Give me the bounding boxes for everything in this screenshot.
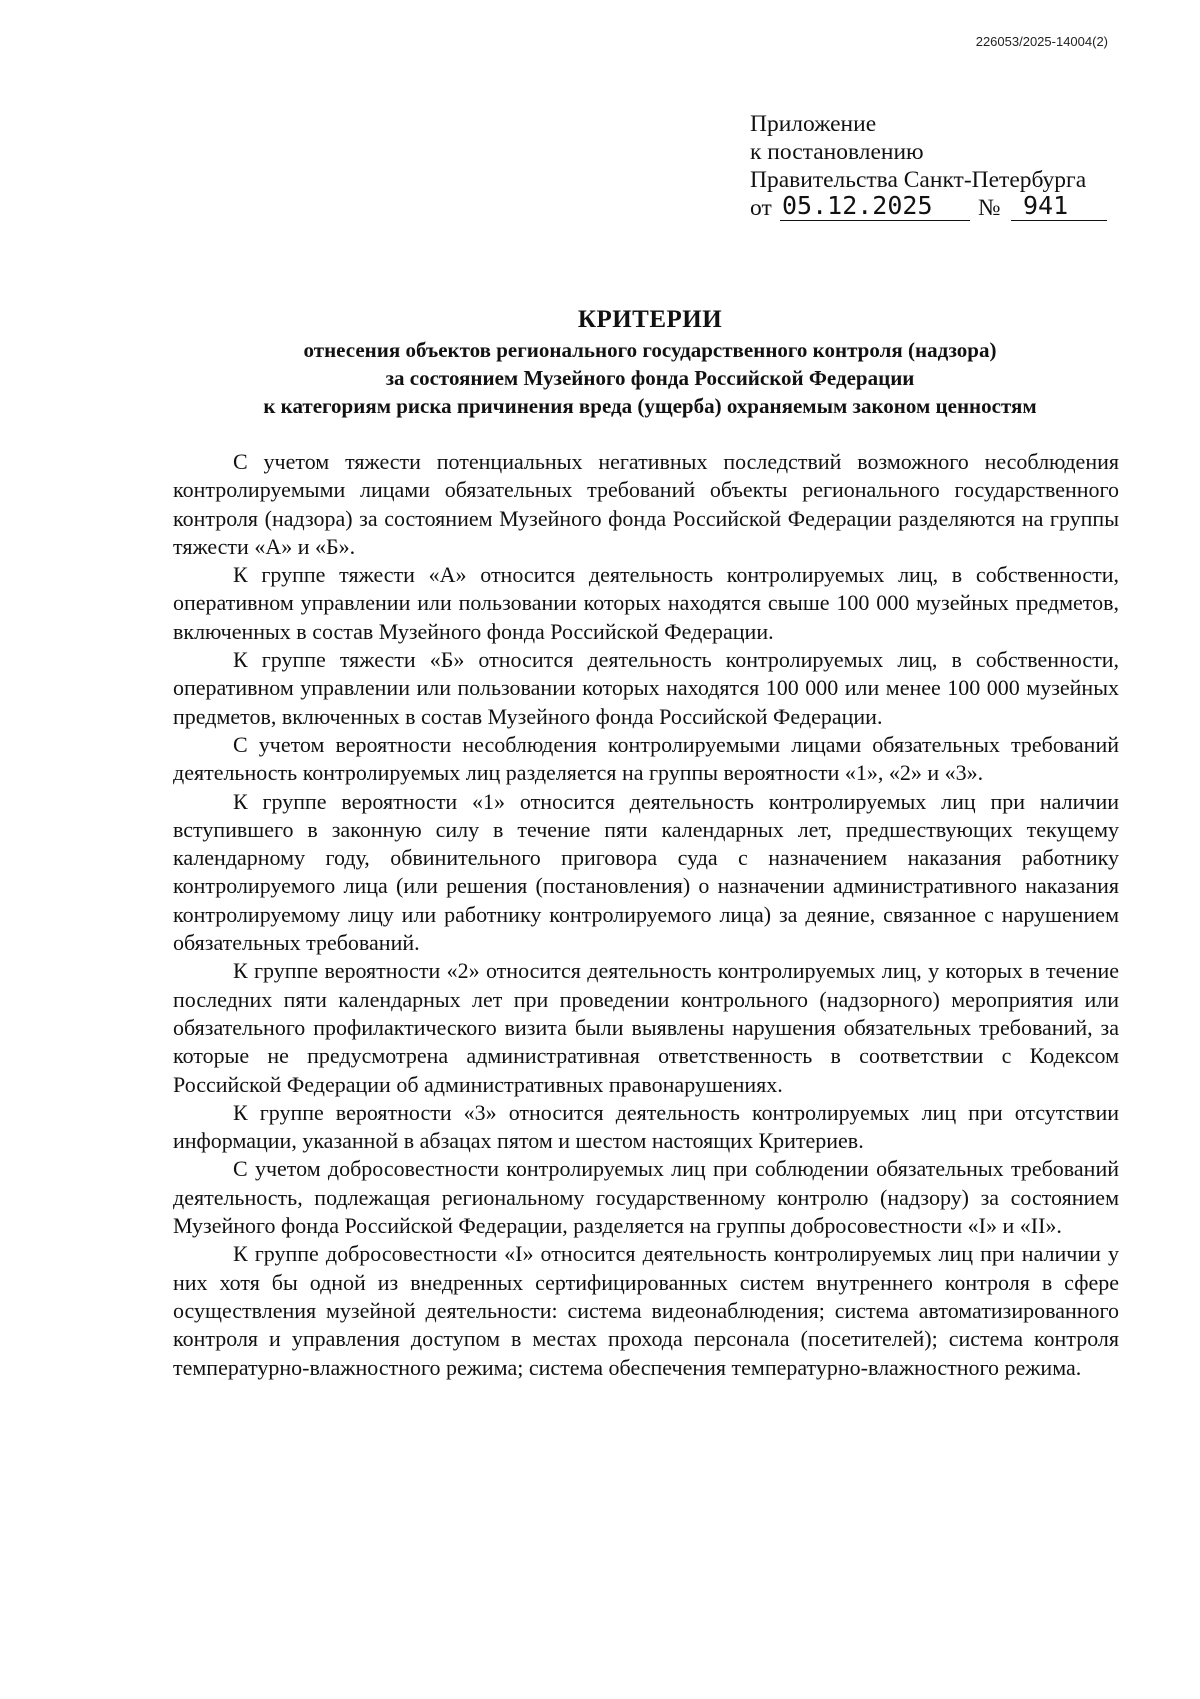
appendix-line-2: к постановлению xyxy=(750,139,924,165)
document-title xyxy=(170,304,1130,420)
appendix-date-number-row xyxy=(750,191,1086,224)
paragraph: К группе вероятности «2» относится деятельность контролируемых лиц, у которых в течение последних пяти календарных лет при проведении контрольного (надзорного) мероприятия или обязательного профилактического визита были выявлены нарушения обязательных требований, за которые не предусмотрена административная ответственность в соответствии с Кодексом Российской Федерации об административных правонарушениях. xyxy=(173,958,1119,1097)
paragraph: К группе тяжести «Б» относится деятельность контролируемых лиц, в собственности, оперативном управлении или пользовании которых находятся 100 000 или менее 100 000 музейных предметов, включенных в состав Музейного фонда Российской Федерации. xyxy=(173,647,1119,729)
title-main: КРИТЕРИИ xyxy=(577,306,723,333)
paragraph: С учетом добросовестности контролируемых лиц при соблюдении обязательных требований деятельность, подлежащая региональному государственному контролю (надзору) за состоянием Музейного фонда Российской Федерации, разделяется на группы добросовестности «I» и «II». xyxy=(173,1156,1119,1239)
title-line-3: к категориям риска причинения вреда (ущерба) охраняемым законом ценностям xyxy=(263,394,1037,418)
title-line-2: за состоянием Музейного фонда Российской Федерации xyxy=(385,366,915,390)
appendix-block xyxy=(750,110,1086,224)
paragraph: К группе вероятности «1» относится деятельность контролируемых лиц при наличии вступившего в законную силу в течение пяти календарных лет, предшествующих текущему календарному году, обвинительного приговора суда с назначением наказания работнику контролируемого лица (или решения (постановления) о назначении административного наказания контролируемому лицу или работнику контролируемого лица) за деяние, связанное с нарушением обязательных требований. xyxy=(173,788,1119,956)
paragraph: К группе тяжести «А» относится деятельность контролируемых лиц, в собственности, оперативном управлении или пользовании которых находятся свыше 100 000 музейных предметов, включенных в состав Музейного фонда Российской Федерации. xyxy=(173,562,1119,644)
decree-number: 941 xyxy=(1011,192,1107,221)
appendix-line-3: Правительства Санкт-Петербурга xyxy=(750,167,1087,193)
document-body xyxy=(173,448,1119,1382)
document-id: 226053/2025-14004(2) xyxy=(975,34,1108,49)
paragraph: С учетом тяжести потенциальных негативных последствий возможного несоблюдения контролируемыми лицами обязательных требований объекты регионального государственного контроля (надзора) за состоянием Музейного фонда Российской Федерации разделяются на группы тяжести «А» и «Б». xyxy=(173,449,1119,559)
paragraph: К группе вероятности «3» относится деятельность контролируемых лиц при отсутствии информации, указанной в абзацах пятом и шестом настоящих Критериев. xyxy=(173,1099,1119,1154)
number-label: № xyxy=(978,195,1001,221)
decree-date: 05.12.2025 xyxy=(780,192,970,221)
paragraph: С учетом вероятности несоблюдения контролируемыми лицами обязательных требований деятельность контролируемых лиц разделяется на группы вероятности «1», «2» и «3». xyxy=(173,731,1119,786)
title-line-1: отнесения объектов регионального государственного контроля (надзора) xyxy=(303,338,997,362)
paragraph: К группе добросовестности «I» относится деятельность контролируемых лиц при наличии у них хотя бы одной из внедренных сертифицированных систем внутреннего контроля в сфере осуществления музейной деятельности: система видеонаблюдения; система автоматизированного контроля и управления доступом в местах прохода персонала (посетителей); система контроля температурно-влажностного режима; система обеспечения температурно-влажностного режима. xyxy=(173,1241,1119,1380)
appendix-line-1: Приложение xyxy=(750,111,877,137)
from-label: от xyxy=(750,195,772,221)
